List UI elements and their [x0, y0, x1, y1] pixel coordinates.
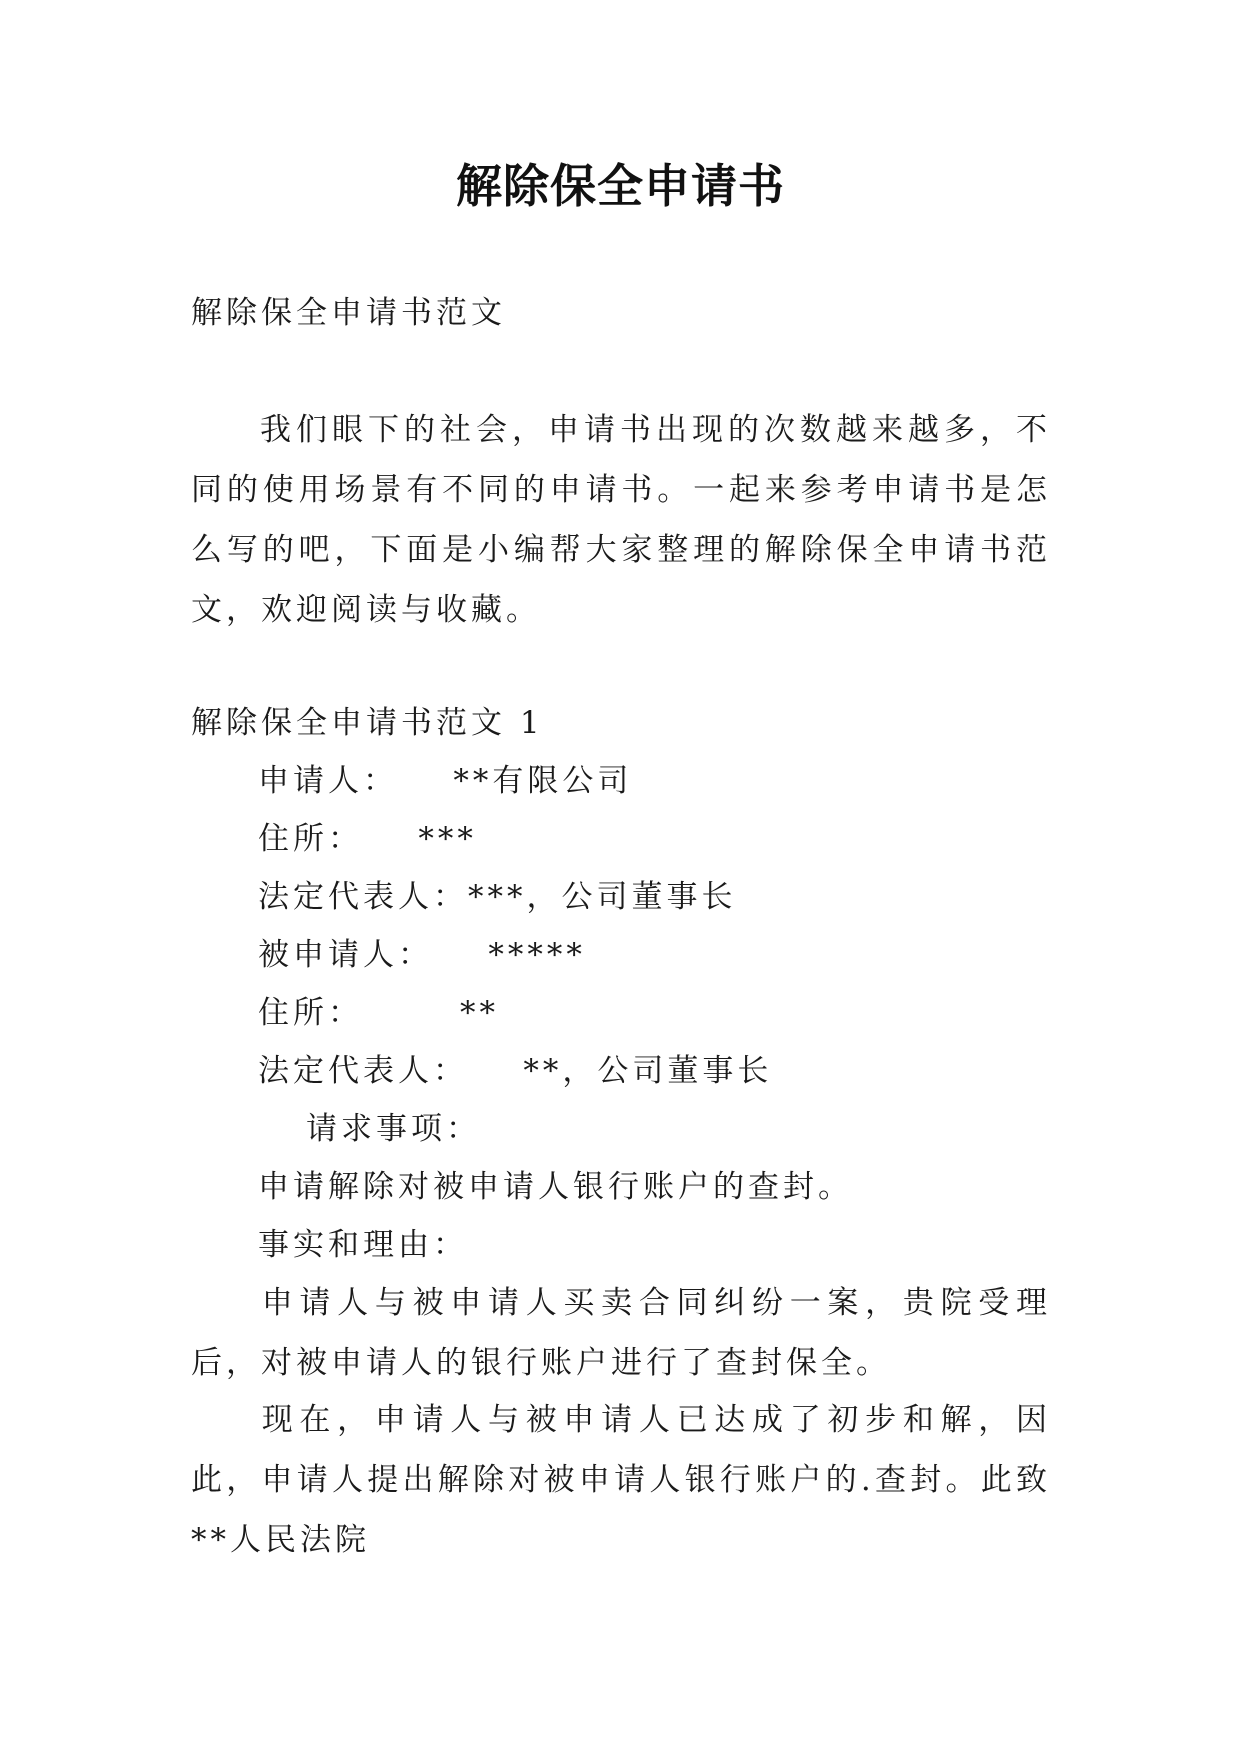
intro-paragraph — [191, 400, 1051, 640]
applicant-address-line: 住所： *** — [258, 821, 477, 857]
facts-text-2: 现在，申请人与被申请人已达成了初步和解，因此，申请人提出解除对被申请人银行账户的.查封。此致 **人民法院 — [191, 1402, 1051, 1558]
facts-text-1: 申请人与被申请人买卖合同纠纷一案，贵院受理后，对被申请人的银行账户进行了查封保全。 — [191, 1285, 1051, 1381]
respondent-line: 被申请人： ***** — [258, 937, 586, 973]
respondent-rep-line: 法定代表人： **，公司董事长 — [258, 1053, 773, 1089]
applicant-line: 申请人： **有限公司 — [258, 763, 633, 799]
facts-heading: 事实和理由： — [258, 1227, 468, 1263]
claims-text: 申请解除对被申请人银行账户的查封。 — [258, 1169, 853, 1205]
document-title: 解除保全申请书 — [456, 159, 785, 213]
intro-text: 我们眼下的社会，申请书出现的次数越来越多，不同的使用场景有不同的申请书。一起来参考申请书是怎么写的吧，下面是小编帮大家整理的解除保全申请书范文，欢迎阅读与收藏。 — [191, 412, 1051, 628]
respondent-address-line: 住所： ** — [258, 995, 499, 1031]
claims-heading: 请求事项： — [306, 1111, 481, 1147]
facts-paragraph-1 — [191, 1273, 1051, 1393]
document-subtitle: 解除保全申请书范文 — [191, 295, 506, 331]
facts-paragraph-2 — [191, 1390, 1051, 1570]
sample-heading: 解除保全申请书范文 1 — [191, 705, 544, 741]
applicant-rep-line: 法定代表人：***，公司董事长 — [258, 879, 737, 915]
